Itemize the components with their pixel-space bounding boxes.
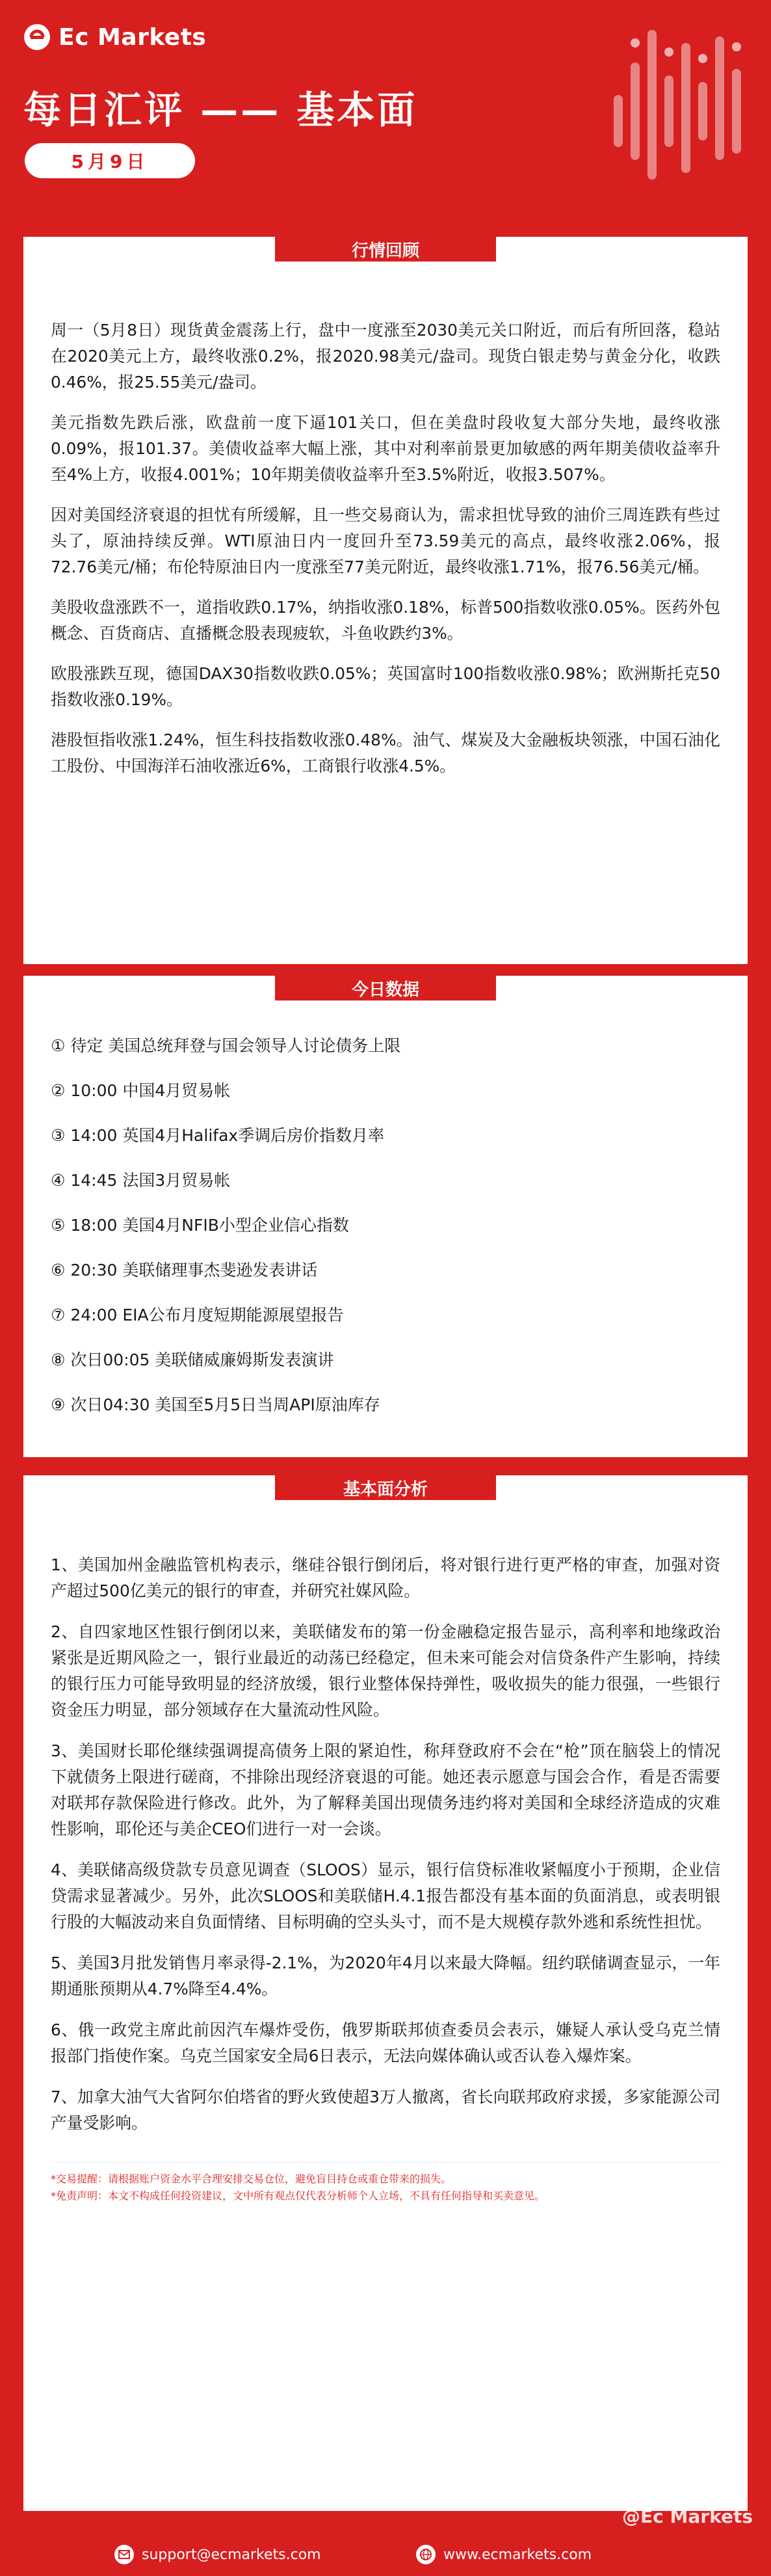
analysis-paragraph: 4、美联储高级贷款专员意见调查（SLOOS）显示，银行信贷标准收紧幅度小于预期，企业信贷需求显著减少。另外，此次SLOOS和美联储H.4.1报告都没有基本面的负面消息，或表明银行股的大幅波动来自负面情绪、目标明确的空头头寸，而不是大规模存款外逃和系统性担忧。 [51,1860,720,1931]
market-review-panel [23,237,748,964]
analysis-paragraph: 5、美国3月批发销售月率录得-2.1%，为2020年4月以来最大降幅。纽约联储调查显示，一年期通胀预期从4.7%降至4.4%。 [51,1953,720,1998]
disclaimer-notes [51,2162,720,2205]
market-paragraph: 欧股涨跌互现，德国DAX30指数收跌0.05%；英国富时100指数收涨0.98%；欧洲斯托克50指数收涨0.19%。 [51,664,720,709]
list-item: ⑧ 次日00:05 美联储威廉姆斯发表演讲 [51,1350,334,1369]
analysis-paragraph: 1、美国加州金融监管机构表示，继硅谷银行倒闭后，将对银行进行更严格的审查，加强对资产超过500亿美元的银行的审查，并研究社媒风险。 [51,1555,720,1600]
list-item: ⑦ 24:00 EIA公布月度短期能源展望报告 [51,1306,344,1324]
today-data-title: 今日数据 [275,976,496,1000]
market-paragraph: 港股恒指收涨1.24%，恒生科技指数收涨0.48%。油气、煤炭及大金融板块领涨，中国石油化工股份、中国海洋石油收涨近6%，工商银行收涨4.5%。 [51,731,720,775]
market-paragraph: 美元指数先跌后涨，欧盘前一度下逼101关口，但在美盘时段收复大部分失地，最终收涨0.09%，报101.37。美债收益率大幅上涨，其中对利率前景更加敏感的两年期美债收益率升至4%上方，收报4.001%；10年期美债收益率升至3.5%附近，收报3.507%。 [51,413,720,484]
page-title: 每日汇评 —— 基本面 [23,88,418,132]
globe-icon [416,2545,436,2564]
today-data-panel [23,976,748,1457]
email-text: support@ecmarkets.com [142,2546,321,2563]
footer-email[interactable] [114,2545,321,2564]
website-text: www.ecmarkets.com [443,2546,592,2563]
disclaimer-text: *免责声明：本文不构成任何投资建议，文中所有观点仅代表分析师个人立场，不具有任何指导和买卖意见。 [51,2190,545,2202]
analysis-paragraph: 6、俄一政党主席此前因汽车爆炸受伤，俄罗斯联邦侦查委员会表示，嫌疑人承认受乌克兰情报部门指使作案。乌克兰国家安全局6日表示，无法向媒体确认或否认卷入爆炸案。 [51,2020,720,2065]
market-paragraph: 因对美国经济衰退的担忧有所缓解，且一些交易商认为，需求担忧导致的油价三周连跌有些过头了，原油持续反弹。WTI原油日内一度回升至73.59美元的高点，最终收涨2.06%，报72.76美元/桶；布伦特原油日内一度涨至77美元附近，最终收涨1.71%，报76.56美元/桶。 [51,505,720,576]
analysis-paragraph: 7、加拿大油气大省阿尔伯塔省的野火致使超3万人撤离，省长向联邦政府求援，多家能源公司产量受影响。 [51,2087,720,2132]
fundamental-title: 基本面分析 [275,1475,496,1500]
analysis-paragraph: 3、美国财长耶伦继续强调提高债务上限的紧迫性，称拜登政府不会在“枪”顶在脑袋上的情况下就债务上限进行磋商，不排除出现经济衰退的可能。她还表示愿意与国会合作，看是否需要对联邦存款保险进行修改。此外，为了解释美国出现债务违约将对美国和全球经济造成的灾难性影响，耶伦还与美企CEO们进行一对一会谈。 [51,1741,720,1838]
analysis-paragraph: 2、自四家地区性银行倒闭以来，美联储发布的第一份金融稳定报告显示，高利率和地缘政治紧张是近期风险之一，银行业最近的动荡已经稳定，但未来可能会对信贷条件产生影响，持续的银行压力可能导致明显的经济放缓，银行业整体保持弹性，吸收损失的能力很强，一些银行资金压力明显，部分领域存在大量流动性风险。 [51,1622,720,1719]
logo-text: Ec Markets [59,23,207,51]
decorative-soundwave-icon [611,23,754,186]
footer [0,2530,771,2576]
fundamental-panel [23,1475,748,2511]
list-item: ② 10:00 中国4月贸易帐 [51,1081,231,1100]
list-item: ④ 14:45 法国3月贸易帐 [51,1171,231,1190]
date-badge: 5月9日 [25,143,195,178]
list-item: ⑤ 18:00 美国4月NFIB小型企业信心指数 [51,1216,349,1235]
list-item: ⑥ 20:30 美联储理事杰斐逊发表讲话 [51,1261,318,1280]
list-item: ① 待定 美国总统拜登与国会领导人讨论债务上限 [51,1036,401,1055]
watermark: @Ec Markets [622,2506,753,2527]
logo-icon [23,23,51,51]
market-paragraph: 周一（5月8日）现货黄金震荡上行，盘中一度涨至2030美元关口附近，而后有所回落，稳站在2020美元上方，最终收涨0.2%，报2020.98美元/盎司。现货白银走势与黄金分化，收跌0.46%，报25.55美元/盎司。 [51,321,720,392]
market-paragraph: 美股收盘涨跌不一，道指收跌0.17%，纳指收涨0.18%，标普500指数收涨0.05%。医药外包概念、百货商店、直播概念股表现疲软，斗鱼收跌约3%。 [51,598,720,643]
market-review-title: 行情回顾 [275,237,496,262]
header [0,0,771,221]
list-item: ③ 14:00 英国4月Halifax季调后房价指数月率 [51,1126,385,1145]
brand-logo [23,23,206,51]
mail-icon [114,2545,134,2564]
trade-reminder: *交易提醒：请根据账户资金水平合理安排交易仓位，避免盲目持仓或重仓带来的损失。 [51,2173,452,2185]
list-item: ⑨ 次日04:30 美国至5月5日当周API原油库存 [51,1395,380,1414]
footer-website[interactable] [416,2545,592,2564]
